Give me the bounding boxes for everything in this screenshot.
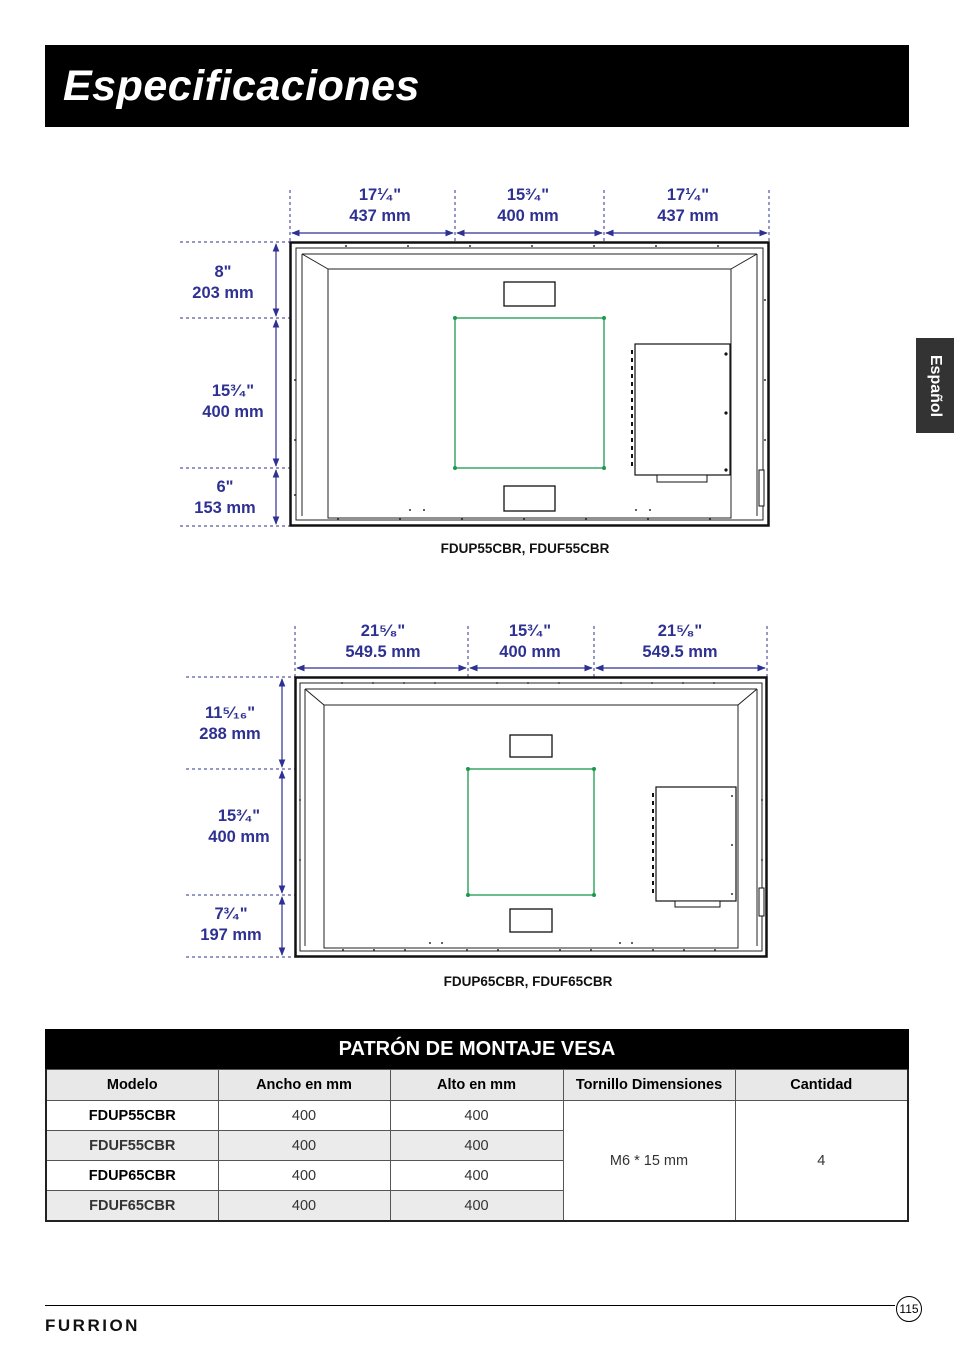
dim-mm: 400 mm — [208, 828, 270, 846]
dim-mm: 400 mm — [497, 207, 559, 225]
screw-cell: M6 * 15 mm — [563, 1101, 735, 1222]
dim-inch: 15³⁄₄" — [506, 186, 550, 204]
width-cell: 400 — [218, 1131, 390, 1161]
width-cell: 400 — [218, 1191, 390, 1222]
dim-mm: 400 mm — [499, 643, 561, 661]
vesa-table — [45, 1069, 909, 1222]
model-cell: FDUP65CBR — [46, 1161, 218, 1191]
dim-top-left — [328, 621, 438, 663]
width-cell: 400 — [218, 1161, 390, 1191]
column-header: Ancho en mm — [218, 1070, 390, 1101]
dim-inch: 17¹⁄₄" — [358, 186, 402, 204]
column-header: Modelo — [46, 1070, 218, 1101]
height-cell: 400 — [390, 1101, 563, 1131]
column-header: Cantidad — [735, 1070, 908, 1101]
footer-divider — [45, 1305, 895, 1306]
dim-inch: 21⁵⁄₈" — [657, 622, 703, 640]
dim-inch: 15³⁄₄" — [508, 622, 552, 640]
dim-top-right — [625, 621, 735, 663]
vesa-table-title: PATRÓN DE MONTAJE VESA — [45, 1029, 909, 1069]
diagram1-caption: FDUP55CBR, FDUF55CBR — [440, 541, 610, 556]
diagram2-caption: FDUP65CBR, FDUF65CBR — [443, 974, 613, 989]
quantity-cell: 4 — [735, 1101, 908, 1222]
model-cell: FDUF65CBR — [46, 1191, 218, 1222]
column-header: Alto en mm — [390, 1070, 563, 1101]
table-row — [46, 1101, 908, 1131]
dim-left-top — [178, 262, 268, 304]
dim-inch: 15³⁄₄" — [211, 382, 255, 400]
table-header-row — [46, 1070, 908, 1101]
dim-mm: 437 mm — [657, 207, 719, 225]
vesa-table-section — [45, 1029, 909, 1222]
dim-mm: 437 mm — [349, 207, 411, 225]
dim-inch: 6" — [216, 478, 234, 496]
dim-mm: 153 mm — [194, 499, 256, 517]
model-cell: FDUF55CBR — [46, 1131, 218, 1161]
dim-top-left — [330, 185, 430, 227]
dim-inch: 11⁵⁄₁₆" — [204, 704, 256, 722]
dim-left-bottom — [180, 477, 270, 519]
dim-top-right — [638, 185, 738, 227]
dim-inch: 7³⁄₄" — [214, 905, 248, 923]
dim-inch: 21⁵⁄₈" — [360, 622, 406, 640]
height-cell: 400 — [390, 1131, 563, 1161]
dim-mm: 400 mm — [202, 403, 264, 421]
dim-inch: 15³⁄₄" — [217, 807, 261, 825]
dim-mm: 203 mm — [192, 284, 254, 302]
dim-mm: 197 mm — [200, 926, 262, 944]
model-cell: FDUP55CBR — [46, 1101, 218, 1131]
language-tab-label: Español — [927, 354, 944, 417]
dim-mm: 288 mm — [199, 725, 261, 743]
dim-left-middle — [194, 806, 284, 848]
height-cell: 400 — [390, 1161, 563, 1191]
dim-left-bottom — [186, 904, 276, 946]
dim-top-center — [478, 185, 578, 227]
dim-top-center — [480, 621, 580, 663]
column-header: Tornillo Dimensiones — [563, 1070, 735, 1101]
diagram-55-inch — [180, 190, 769, 526]
dim-mm: 549.5 mm — [642, 643, 718, 661]
dim-left-middle — [188, 381, 278, 423]
page-number: 115 — [896, 1296, 922, 1322]
dim-left-top — [185, 703, 275, 745]
dim-inch: 17¹⁄₄" — [666, 186, 710, 204]
width-cell: 400 — [218, 1101, 390, 1131]
dim-mm: 549.5 mm — [345, 643, 421, 661]
dim-inch: 8" — [214, 263, 232, 281]
brand-logo: FURRION — [45, 1316, 140, 1335]
height-cell: 400 — [390, 1191, 563, 1222]
page-title: Especificaciones — [63, 62, 420, 110]
